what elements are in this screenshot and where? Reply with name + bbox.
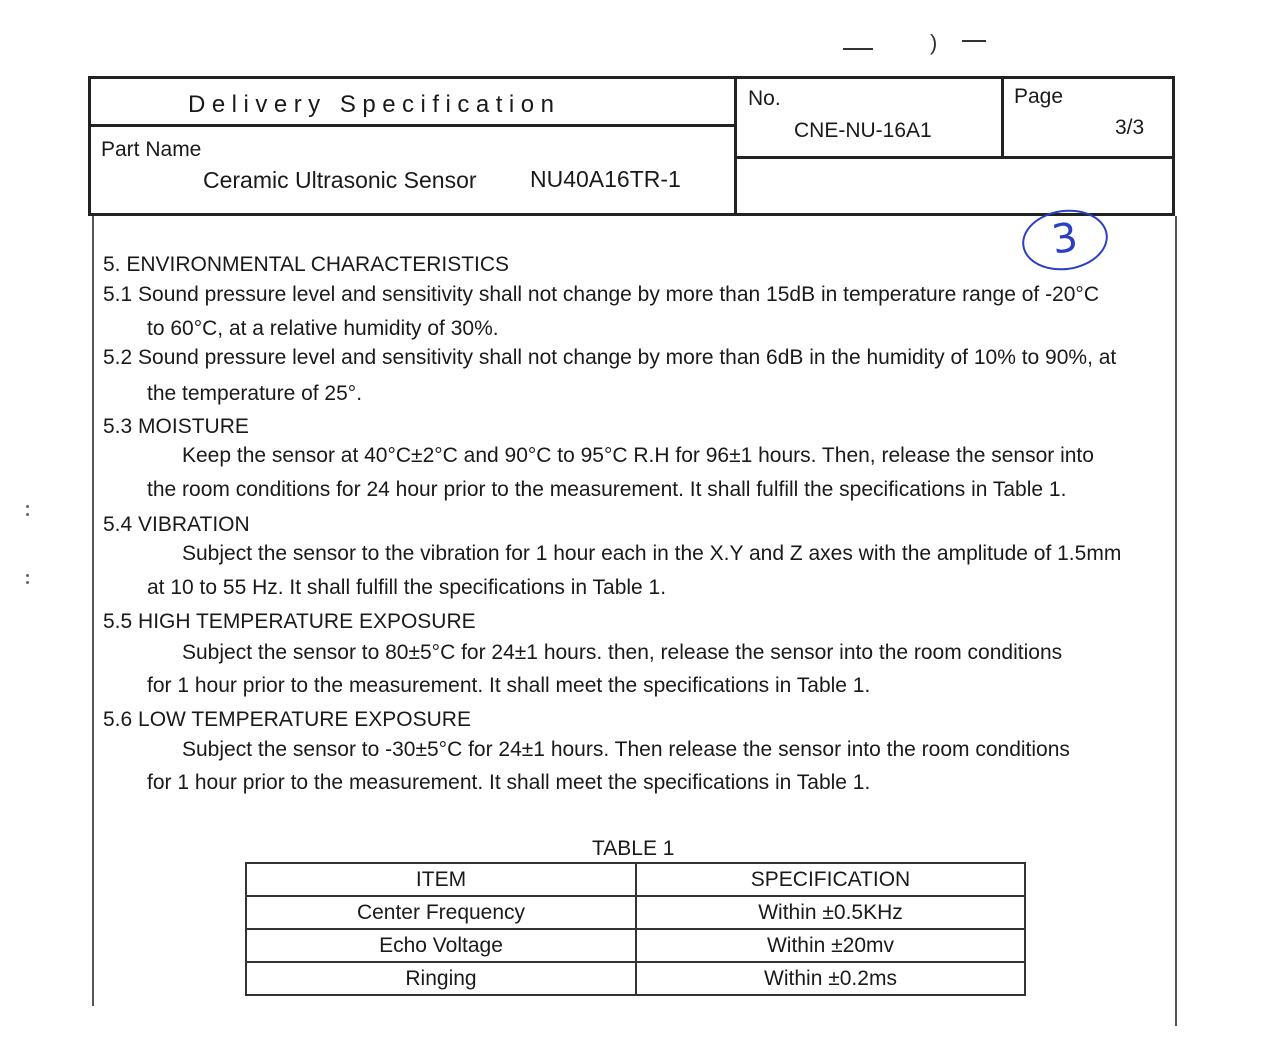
scan-dot xyxy=(26,513,29,516)
paragraph-line: at 10 to 55 Hz. It shall fulfill the specifications in Table 1. xyxy=(147,576,667,599)
section-heading: 5.5 HIGH TEMPERATURE EXPOSURE xyxy=(103,610,476,633)
part-name-value: Ceramic Ultrasonic Sensor xyxy=(203,167,477,193)
paragraph-line: 5.1 Sound pressure level and sensitivity shall not change by more than 15dB in temperature range of -20°C xyxy=(103,283,1099,306)
table-row xyxy=(246,962,1025,995)
scan-dot xyxy=(26,505,29,508)
header-divider xyxy=(1001,76,1004,158)
part-number: NU40A16TR-1 xyxy=(530,166,681,192)
table-row xyxy=(246,896,1025,929)
table-header-cell: ITEM xyxy=(246,863,636,896)
handwritten-page-mark: 3 xyxy=(1018,204,1112,275)
page-border xyxy=(92,216,94,1006)
header-divider xyxy=(88,124,736,127)
paragraph-line: for 1 hour prior to the measurement. It shall meet the specifications in Table 1. xyxy=(147,674,871,697)
paragraph-line: Subject the sensor to 80±5°C for 24±1 hours. then, release the sensor into the room conditions xyxy=(182,641,1063,664)
specification-table xyxy=(245,862,1026,996)
table-cell: Center Frequency xyxy=(246,896,636,929)
document-no-label: No. xyxy=(748,87,781,110)
scan-mark xyxy=(843,48,873,50)
table-header-row xyxy=(246,863,1025,896)
table-cell: Ringing xyxy=(246,962,636,995)
table-caption: TABLE 1 xyxy=(592,837,675,860)
scan-mark: ) xyxy=(930,30,938,55)
paragraph-line: Subject the sensor to the vibration for 1 hour each in the X.Y and Z axes with the amplitude of 1.5mm xyxy=(182,542,1122,565)
section-heading: 5.4 VIBRATION xyxy=(103,513,250,536)
scan-mark xyxy=(962,40,986,42)
header-divider xyxy=(734,156,1175,159)
paragraph-line: to 60°C, at a relative humidity of 30%. xyxy=(147,317,499,340)
paragraph-line: Keep the sensor at 40°C±2°C and 90°C to 95°C R.H for 96±1 hours. Then, release the sensor into xyxy=(182,444,1094,467)
document-no-value: CNE-NU-16A1 xyxy=(794,119,932,142)
paragraph-line: Subject the sensor to -30±5°C for 24±1 hours. Then release the sensor into the room conditions xyxy=(182,738,1070,761)
table-cell: Echo Voltage xyxy=(246,929,636,962)
table-header-cell: SPECIFICATION xyxy=(636,863,1025,896)
page-border xyxy=(1175,216,1177,1026)
part-name-label: Part Name xyxy=(101,138,202,161)
section-heading: 5. ENVIRONMENTAL CHARACTERISTICS xyxy=(103,253,510,276)
section-heading: 5.3 MOISTURE xyxy=(103,415,249,438)
table-cell: Within ±20mv xyxy=(636,929,1025,962)
table-cell: Within ±0.5KHz xyxy=(636,896,1025,929)
section-heading: 5.6 LOW TEMPERATURE EXPOSURE xyxy=(103,708,471,731)
paragraph-line: 5.2 Sound pressure level and sensitivity shall not change by more than 6dB in the humidity of 10% to 90%, at xyxy=(103,346,1117,369)
paragraph-line: the room conditions for 24 hour prior to the measurement. It shall fulfill the specifications in Table 1. xyxy=(147,478,1067,501)
page-value: 3/3 xyxy=(1115,116,1145,139)
paragraph-line: for 1 hour prior to the measurement. It shall meet the specifications in Table 1. xyxy=(147,771,871,794)
page-label: Page xyxy=(1014,85,1064,108)
paragraph-line: the temperature of 25°. xyxy=(147,382,363,405)
scan-dot xyxy=(26,574,29,577)
scan-dot xyxy=(26,581,29,584)
document-title: Delivery Specification xyxy=(188,91,561,118)
table-cell: Within ±0.2ms xyxy=(636,962,1025,995)
header-divider xyxy=(734,76,737,216)
table-row xyxy=(246,929,1025,962)
